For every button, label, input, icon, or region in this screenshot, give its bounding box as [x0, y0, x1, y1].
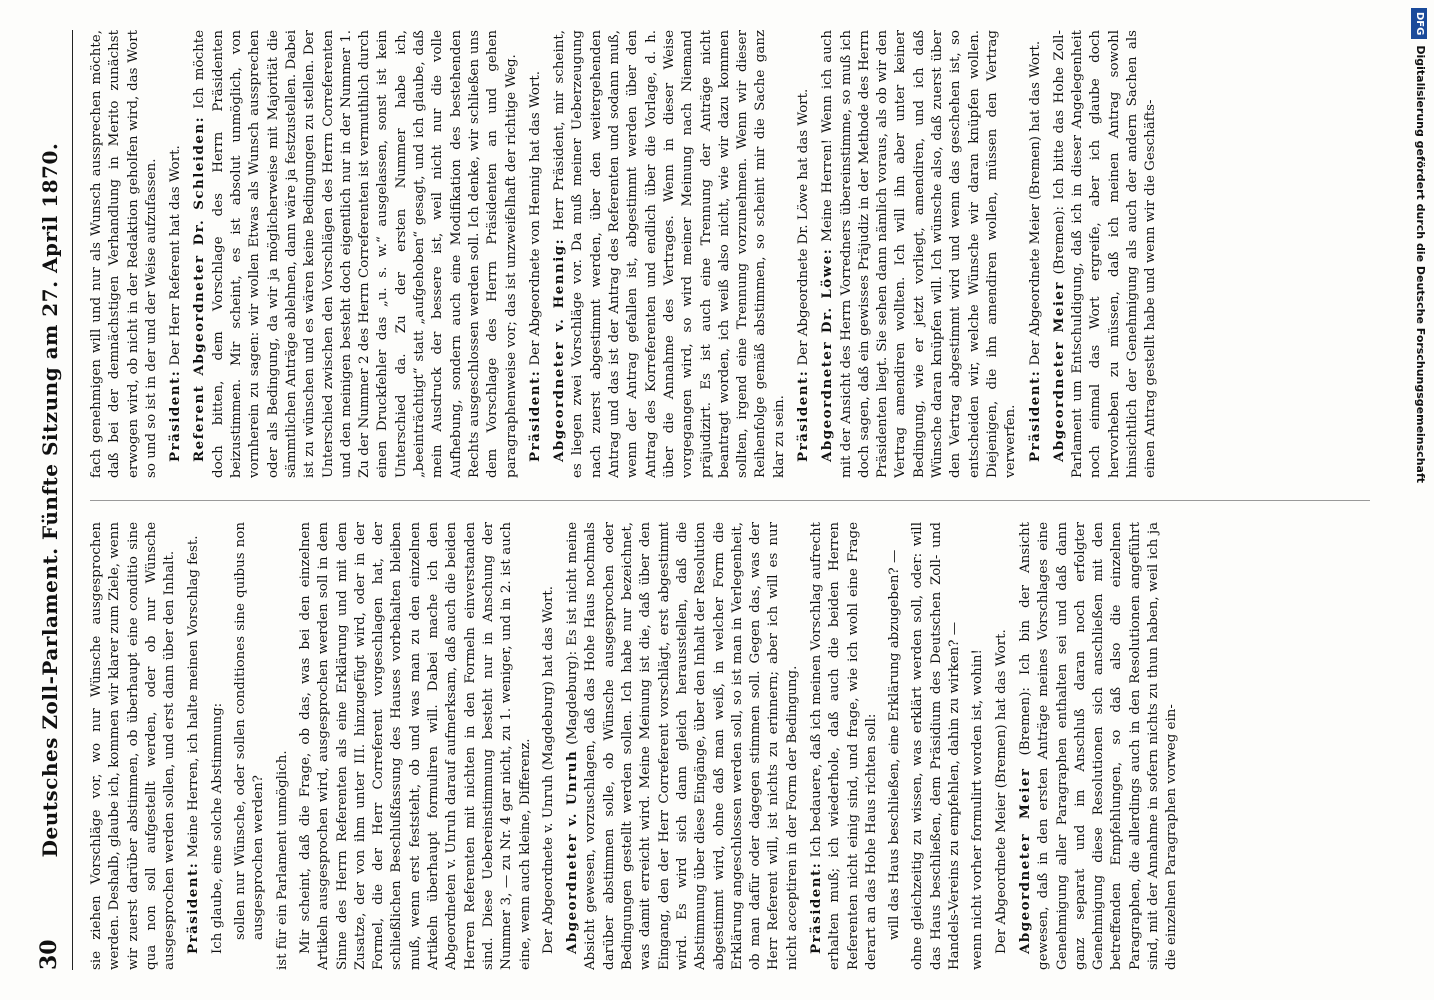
text-paragraph: ist für ein Parlament unmöglich.	[274, 750, 290, 970]
speech-text: Meine Herren! Wenn ich auch mit der Ansicht des Herrn Vorredners übereinstimme, so muß ich doch sagen, daß ein gewisses Präjudiz in der Methode des Herrn Präsidenten liegt. Sie sehen dann nämlich voraus, als ob wir den Vertrag amendiren wollten. Ich will ihn aber unter keiner Bedingung, wie er jetzt vorliegt, amendiren, und ich daß Wünsche daran knüpfen will. Ich wünsche also, daß zuerst über den Vertrag abgestimmt wird und wenn das geschehen ist, so entscheiden wir, welche Wünsche wir daran knüpfen wollen. Diejenigen, die ihn amendiren wollen, müssen den Vertrag verwerfen.	[820, 30, 1019, 478]
speech-text: Herr Präsident, mir scheint, es liegen zwei Vorschläge vor. Da muß meiner Ueberzeugung nach zuerst abgestimmt werden, über den weitergehenden Antrag und das ist der Antrag des Referenten und sodann muß, wenn der Antrag gefallen ist, abgestimmt werden über den Antrag des Korreferenten und endlich über die Vorlage, d. h. über die Annahme des Vertrages. Wenn in dieser Weise vorgegangen wird, so wird meiner Meinung nach Niemand präjudizirt. Es ist auch eine Trennung der Anträge nicht beantragt worden, ich weiß also nicht, wie wir dazu kommen sollten, irgend eine Trennung vorzunehmen. Wenn wir dieser Reihenfolge gemäß abstimmen, so scheint mir die Sache ganz klar zu sein.	[552, 30, 787, 478]
speaker-paragraph	[794, 30, 813, 478]
text-paragraph: Der Abgeordnete Meier (Bremen) hat das Wort.	[993, 629, 1009, 954]
left-text-column	[88, 522, 1378, 970]
speech-text: Ich möchte doch bitten, dem Vorschlage des Herrn Präsidenten beizustimmen. Mir scheint, es ist absolut unmöglich, von vornherein zu sagen: wir wollen Etwas als Wunsch aussprechen oder als Bedingung, da wir ja möglicherweise mit Majorität die sämmtlichen Anträge ablehnen, dann wäre ja festzustellen. Dabei ist zu wünschen und es wären keine Bedingungen zu stellen. Der Unterschied zwischen den Vorschlägen des Herrn Correferenten und den meinigen besteht doch eigentlich nur in der Nummer 1. Zu der Nummer 2 des Herrn Correferenten ist vermuthlich durch einen Druckfehler das „u. s. w.“ ausgelassen, sonst ist kein Unterschied da. Zu der ersten Nummer habe ich, „beeinträchtigt“ statt „aufgehoben“ gesagt, und ich glaube, daß mein Ausdruck der bessere ist, weil nicht nur die volle Aufhebung, sondern auch eine Modifikation des bestehenden Rechts ausgeschlossen werden soll. Ich denke, wir schließen uns dem Vorschlage des Herrn Präsidenten an und gehen paragraphenweise vor; das ist unzweifelhaft der richtige Weg.	[192, 30, 519, 478]
text-paragraph: Ich glaube, eine solche Abstimmung:	[209, 702, 225, 954]
speaker-paragraph	[184, 522, 203, 970]
text-paragraph: Mir scheint, daß die Frage, ob das, was bei den einzelnen Artikeln ausgesprochen wird, ausgesprochen werden soll in dem Sinne des Herrn Referenten als eine Erklärung und mit dem Zusatze, der von ihm unter III. hinzugefügt wird, oder in der Formel, die der Herr Correferent vorgeschlagen hat, der schließlichen Beschlußfassung des Hauses vorbehalten bleiben muß, wenn erst feststeht, ob und was man zu den einzelnen Artikeln überhaupt formuliren will. Dabei mache ich den Abgeordneten v. Unruh darauf aufmerksam, daß auch die beiden Herren Referenten mit nichten in den Formeln einverstanden sind. Diese Uebereinstimmung besteht nur in Anschung der Nummer 3, — zu Nr. 4 gar nicht, zu 1. weniger, und in 2. ist auch eine, wenn auch kleine, Differenz.	[297, 522, 533, 970]
speech-text: Ich bedauere, daß ich meinen Vorschlag aufrecht erhalten muß; ich wiederhole, daß auch die beiden Herren Referenten nicht einig sind, und frage, wie ich wohl eine Frage derart an das Hohe Haus richten soll:	[808, 522, 879, 970]
stamp-text-line	[1410, 8, 1430, 708]
speaker-label: Abgeordneter Meier	[1050, 281, 1067, 462]
speaker-label: Referent Abgeordneter Dr. Schleiden:	[191, 115, 208, 462]
speaker-label: Abgeordneter v. Hennig:	[551, 237, 568, 462]
quoted-question: will das Haus beschließen, eine Erklärung abzugeben? —	[887, 549, 903, 940]
speaker-label: Präsident:	[807, 861, 824, 954]
speaker-paragraph	[563, 522, 802, 970]
speech-text: Der Abgeordnete Meier (Bremen) hat das Wort.	[1027, 40, 1043, 370]
speaker-paragraph	[818, 30, 1020, 478]
speech-text: (Magdeburg): Es ist nicht meine Absicht gewesen, vorzuschlagen, daß das Hohe Haus nochmals darüber abstimmen solle, ob Wünsche ausgesprochen oder Bedingungen gestellt werden sollen. Ich habe nur bezeichnet, was damit erreicht wird. Meine Meinung ist die, daß über den Eingang, den der Herr Correferent vorschlägt, erst abgestimmt wird. Es wird sich dann gleich herausstellen, daß die Abstimmung über diese Eingänge, über den Inhalt der Resolution abgestimmt wird, ohne daß man weiß, in welcher Form die Erklärung angeschlossen werden soll, so ist man in Verlegenheit, ob man dafür oder dagegen stimmen soll. Gegen das, was der Herr Referent will, ist nichts zu erinnern; aber ich will es nur nicht acceptiren in der Form der Bedingung.	[565, 522, 800, 970]
right-text-column	[88, 30, 1378, 478]
text-paragraph: wenn nicht vorher formulirt worden ist, wohin!	[970, 649, 986, 970]
speech-text: Der Abgeordnete Dr. Löwe hat das Wort.	[795, 88, 811, 370]
text-paragraph: sie ziehen Vorschläge vor, wo nur Wünsche ausgesprochen werden. Deshalb, glaube ich, kommen wir klarer zum Ziele, wenn wir zuerst darüber abstimmen, ob überhaupt eine conditio sine qua non soll aufgestellt werden, oder ob nur Wünsche ausgesprochen werden sollen, und erst dann über den Inhalt.	[89, 522, 178, 970]
speaker-paragraph	[1016, 522, 1182, 970]
speaker-label: Präsident:	[167, 369, 184, 462]
speech-text: (Bremen): Ich bitte das Hohe Zoll-Parlament um Entschuldigung, daß ich in dieser Angelegenheit noch einmal das Wort ergreife, aber ich glaube doch hervorheben zu müssen, daß ich meinen Antrag sowohl hinsichtlich der Genehmigung als auch der andern Sachen als einen Antrag gestellt habe und wenn wir die Geschäfts-	[1051, 30, 1159, 478]
speaker-paragraph	[166, 30, 185, 478]
speaker-label: Abgeordneter Dr. Löwe:	[819, 247, 836, 462]
speech-text: Der Herr Referent hat das Wort.	[168, 145, 184, 370]
column-rule	[90, 500, 1370, 501]
speaker-paragraph	[550, 30, 789, 478]
speaker-label: Abgeordneter v. Unruh	[564, 749, 581, 954]
speaker-label: Präsident:	[794, 369, 811, 462]
speaker-label: Präsident:	[526, 369, 543, 462]
speaker-paragraph	[807, 522, 881, 970]
speaker-label: Abgeordneter Meier	[1016, 767, 1033, 954]
dfg-logo: DFG	[1411, 8, 1427, 39]
speech-text: Meine Herren, ich halte meinen Vorschlag fest.	[186, 535, 202, 862]
stamp-text: Digitalisierung gefördert durch die Deutsche Forschungsgemeinschaft	[1414, 45, 1427, 484]
speaker-label: Präsident:	[1026, 369, 1043, 462]
speech-text: Der Abgeordnete von Hennig hat das Wort.	[527, 71, 543, 370]
text-paragraph: ohne gleichzeitig zu wissen, was erklärt werden soll, oder: will das Haus beschließen, dem Präsidium des Deutschen Zoll- und Handels-Vereins zu empfehlen, dahin zu wirken? —	[910, 522, 963, 970]
speaker-paragraph	[1026, 30, 1045, 478]
running-title: Deutsches Zoll-Parlament. Fünfte Sitzung am 27. April 1870.	[38, 142, 62, 858]
quoted-question: sollen nur Wünsche, oder sollen conditiones sine quibus non ausgesprochen werden?	[233, 522, 267, 940]
speaker-paragraph	[190, 30, 520, 478]
page-header	[28, 30, 73, 970]
text-paragraph: Der Abgeordnete v. Unruh (Magdeburg) hat das Wort.	[540, 585, 556, 954]
speaker-paragraph	[526, 30, 545, 478]
text-paragraph: fach genehmigen will und nur als Wunsch aussprechen möchte, daß bei der demnächstigen Verhandlung in Merito zunächst erwogen wird, ob nicht in der Redaktion geholfen wird, das Wort so und so ist in der und der Weise aufzufassen.	[89, 30, 159, 478]
page-number: 30	[36, 939, 62, 970]
speaker-label: Präsident:	[185, 861, 202, 954]
speaker-paragraph	[1050, 30, 1161, 478]
digitization-stamp	[1410, 8, 1430, 708]
speech-text: (Bremen): Ich bin der Ansicht gewesen, daß in den ersten Anträge meines Vorschlages eine Genehmigung aller Paragraphen enthalten sei und daß dann ganz separat und im Anschluß daran noch erfolgter Genehmigung diese Resolutionen sich anschließen mit den betreffenden Empfehlungen, so daß also die einzelnen Paragraphen, die allerdings auch in den Resolutionen angeführt sind, mit der Annahme in sofern nichts zu thun haben, weil ich ja die einzelnen Paragraphen vorweg ein-	[1017, 522, 1180, 970]
